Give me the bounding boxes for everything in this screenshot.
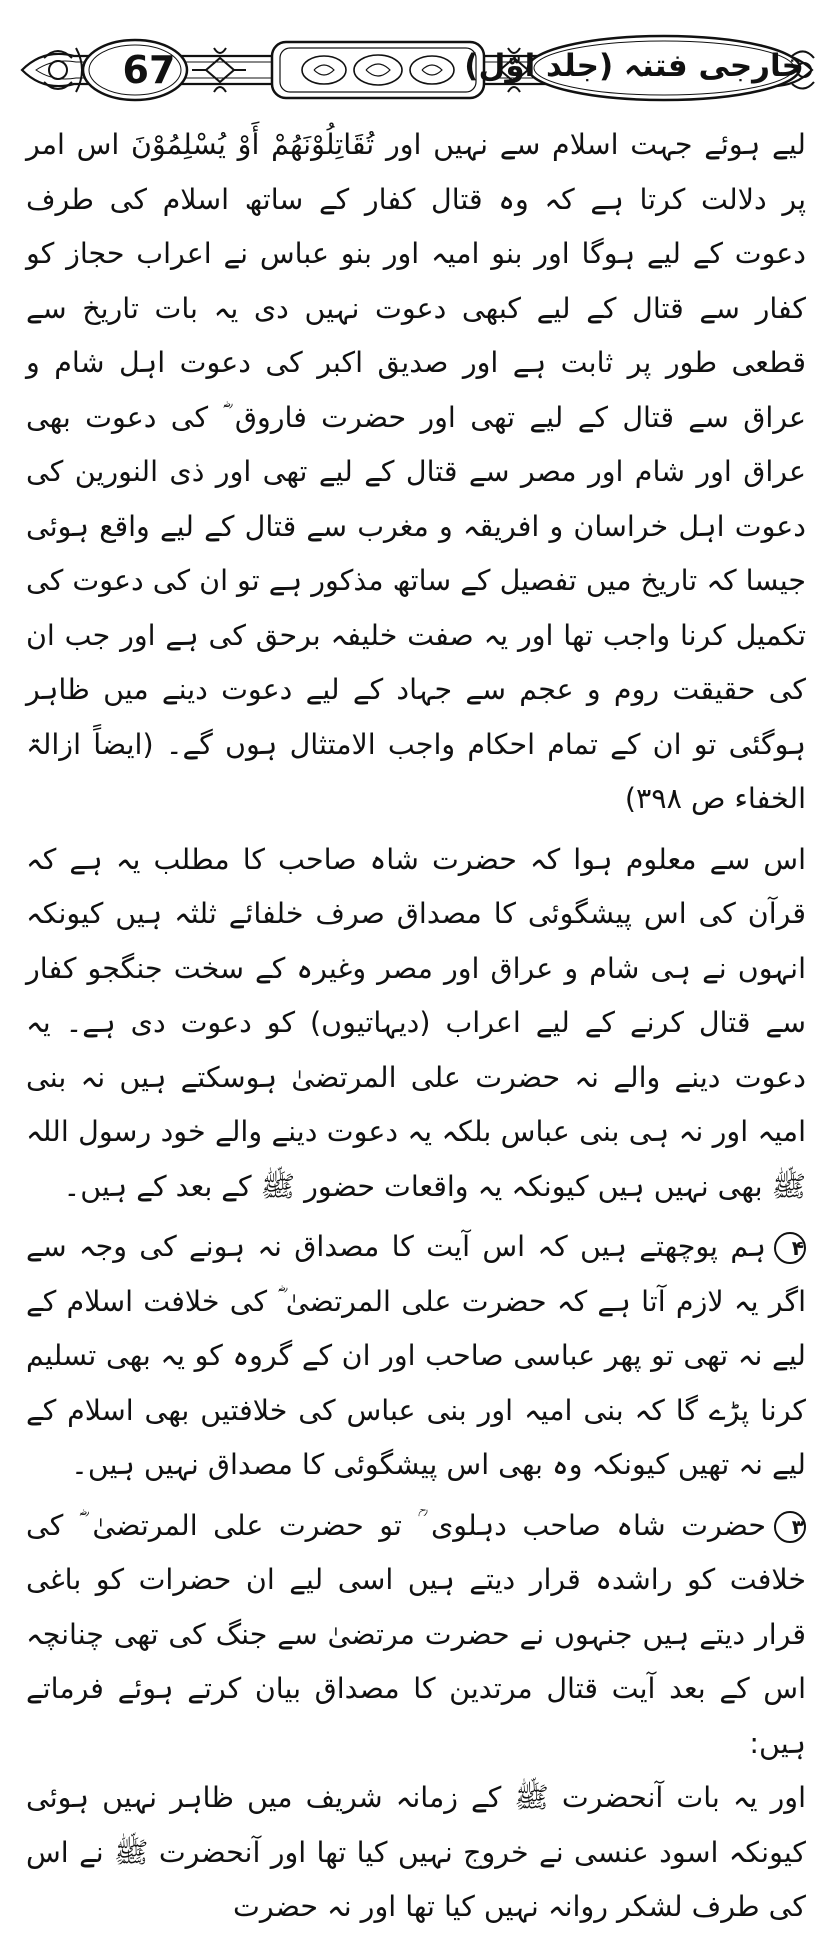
page-number: 67 <box>122 48 176 92</box>
paragraph-point-3 <box>26 1499 806 1772</box>
paragraph-text: ہم پوچھتے ہیں کہ اس آیت کا مصداق نہ ہونے کی وجہ سے اگر یہ لازم آتا ہے کہ حضرت علی المرتضیٰ ؓ کی خلافت اسلام کے لیے نہ تھی تو پھر عباسی صاحب اور ان کے گروہ کو یہ بھی تسلیم کرنا پڑے گا کہ بنی امیہ اور بنی عباس کی خلافتیں بھی اسلام کے لیے نہ تھیں کیونکہ وہ بھی اس پیشگوئی کا مصداق نہیں ہیں۔ <box>26 1230 806 1481</box>
page-header <box>14 8 820 106</box>
running-title: خارجی فتنہ (جلد اوّل) <box>464 48 804 84</box>
paragraph-quote-continued: اور یہ بات آنحضرت ﷺ کے زمانہ شریف میں ظاہر نہیں ہوئی کیونکہ اسود عنسی نے خروج نہیں کیا تھا اور آنحضرت ﷺ نے اس کی طرف لشکر روانہ نہیں کیا تھا اور نہ حضرت <box>26 1781 806 1923</box>
paragraph-quote: لیے ہوئے جہت اسلام سے نہیں اور تُقَاتِلُوْنَهُمْ أَوْ يُسْلِمُوْنَ اس امر پر دلالت کرتا ہے کہ وہ قتال کفار کے ساتھ اسلام کی طرف دعوت کے لیے ہوگا اور بنو امیہ اور بنو عباس نے اعراب حجاز کو کفار سے قتال کے لیے کبھی دعوت نہیں دی یہ بات تاریخ سے قطعی طور پر ثابت ہے اور صدیق اکبر کی دعوت اہل شام و عراق سے قتال کے لیے تھی اور حضرت فاروق ؓ کی دعوت بھی عراق اور شام اور مصر سے قتال کے لیے تھی اور ذی النورین کی دعوت اہل خراسان و افریقہ و مغرب سے قتال کے لیے واقع ہوئی جیسا کہ تاریخ میں تفصیل کے ساتھ مذکور ہے تو ان کی دعوت کی تکمیل کرنا واجب تھا اور یہ صفت خلیفہ برحق کی ہے اور جب ان کی حقیقت روم و عجم سے جہاد کے لیے دعوت دینے میں ظاہر ہوگئی تو ان کے تمام احکام واجب الامتثال ہوں گے۔ (ایضاً ازالۃ الخفاء ص ۳۹۸) <box>26 128 806 815</box>
point-number-badge: ۴ <box>774 1232 806 1264</box>
fleur-icon <box>192 48 246 92</box>
paragraph-point-4 <box>26 1220 806 1493</box>
body-text <box>26 118 806 1935</box>
point-number-badge: ۳ <box>774 1511 806 1543</box>
paragraph-text: حضرت شاہ صاحب دہلوی ؒ تو حضرت علی المرتضیٰ ؓ کی خلافت کو راشدہ قرار دیتے ہیں اسی لیے ان حضرات کو باغی قرار دیتے ہیں جنہوں نے حضرت مرتضیٰ سے جنگ کی تھی چنانچہ اس کے بعد آیت قتال مرتدین کا مصداق بیان کرتے ہوئے فرماتے ہیں: <box>26 1508 806 1760</box>
paragraph-explanation: اس سے معلوم ہوا کہ حضرت شاہ صاحب کا مطلب یہ ہے کہ قرآن کی اس پیشگوئی کا مصداق صرف خلفائے ثلثہ ہیں کیونکہ انہوں نے ہی شام و عراق اور مصر وغیرہ کے سخت جنگجو کفار سے قتال کرنے کے لیے اعراب (دیہاتیوں) کو دعوت دی ہے۔ یہ دعوت دینے والے نہ حضرت علی المرتضیٰ ہوسکتے ہیں نہ بنی امیہ اور نہ ہی بنی عباس بلکہ یہ دعوت دینے والے خود رسول اللہ ﷺ بھی نہیں ہیں کیونکہ یہ واقعات حضور ﷺ کے بعد کے ہیں۔ <box>26 842 806 1203</box>
central-cartouche <box>272 42 484 98</box>
